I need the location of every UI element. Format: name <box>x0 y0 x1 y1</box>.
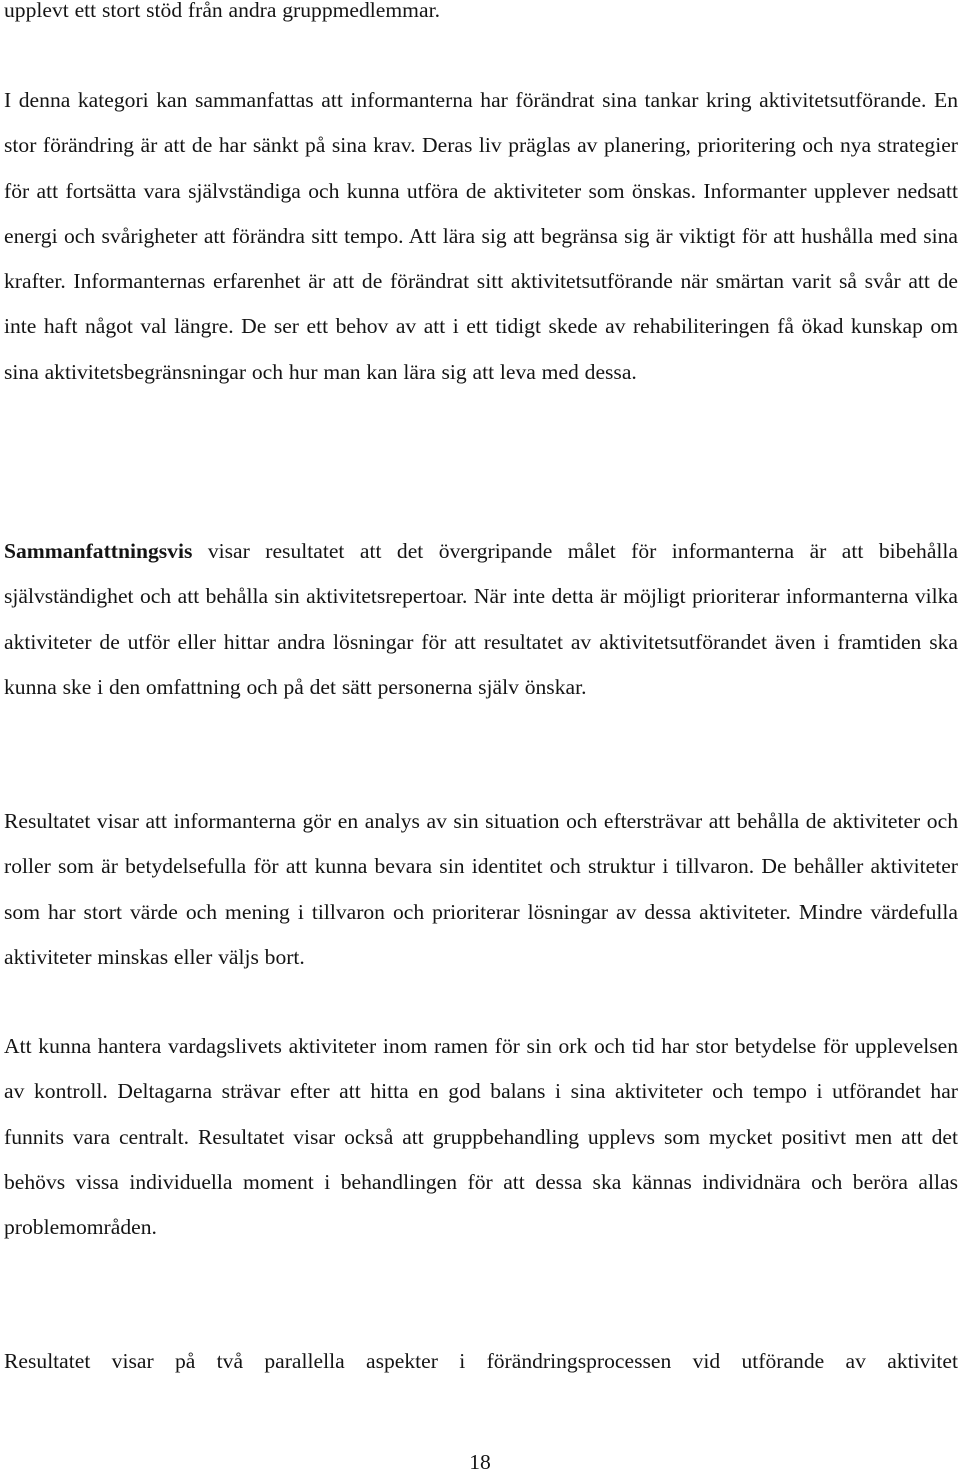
paragraph-text: I denna kategori kan sammanfattas att informanterna har förändrat sina tankar kring aktivitetsutförande. En stor förändring är att de har sänkt på sina krav. Deras liv präglas av planering, prioritering och nya strategier för att fortsätta vara självständiga och kunna utföra de aktiviteter som önskas. Informanter upplever nedsatt energi och svårigheter att förändra sitt tempo. Att lära sig att begränsa sig är viktigt för att hushålla med sina krafter. Informanternas erfarenhet är att de förändrat sitt aktivitetsutförande när smärtan varit så svår att de inte haft något val längre. De ser ett behov av att i ett tidigt skede av rehabiliteringen få ökad kunskap om sina aktivitetsbegränsningar och hur man kan lära sig att leva med dessa. <box>4 88 958 384</box>
paragraph-text: Resultatet visar på två parallella aspekter i förändringsprocessen vid utförande av aktivitet <box>4 1349 958 1373</box>
paragraph-result-aspects <box>4 1339 958 1384</box>
paragraph-category-summary <box>4 78 958 395</box>
paragraph-summary <box>4 529 958 710</box>
paragraph-result-control <box>4 1024 958 1250</box>
paragraph-lead-bold: Sammanfattningsvis <box>4 539 193 563</box>
paragraph-continuation <box>4 0 958 33</box>
paragraph-text: Resultatet visar att informanterna gör en analys av sin situation och eftersträvar att behålla de aktiviteter och roller som är betydelsefulla för att kunna bevara sin identitet och struktur i tillvaron. De behåller aktiviteter som har stort värde och mening i tillvaron och prioriterar lösningar av dessa aktiviteter. Mindre värdefulla aktiviteter minskas eller väljs bort. <box>4 809 958 969</box>
paragraph-text: visar resultatet att det övergripande målet för informanterna är att bibehålla självständighet och att behålla sin aktivitetsrepertoar. När inte detta är möjligt prioriterar informanterna vilka aktiviteter de utför eller hittar andra lösningar för att resultatet av aktivitetsutförandet även i framtiden ska kunna ske i den omfattning och på det sätt personerna själv önskar. <box>4 539 958 699</box>
paragraph-text: upplevt ett stort stöd från andra gruppmedlemmar. <box>4 0 440 22</box>
paragraph-result-analysis <box>4 799 958 980</box>
page-number: 18 <box>469 1450 491 1474</box>
paragraph-text: Att kunna hantera vardagslivets aktiviteter inom ramen för sin ork och tid har stor betydelse för upplevelsen av kontroll. Deltagarna strävar efter att hitta en god balans i sina aktiviteter och tempo i utförandet har funnits vara centralt. Resultatet visar också att gruppbehandling upplevs som mycket positivt men att det behövs vissa individuella moment i behandlingen för att dessa ska kännas individnära och beröra allas problemområden. <box>4 1034 958 1240</box>
